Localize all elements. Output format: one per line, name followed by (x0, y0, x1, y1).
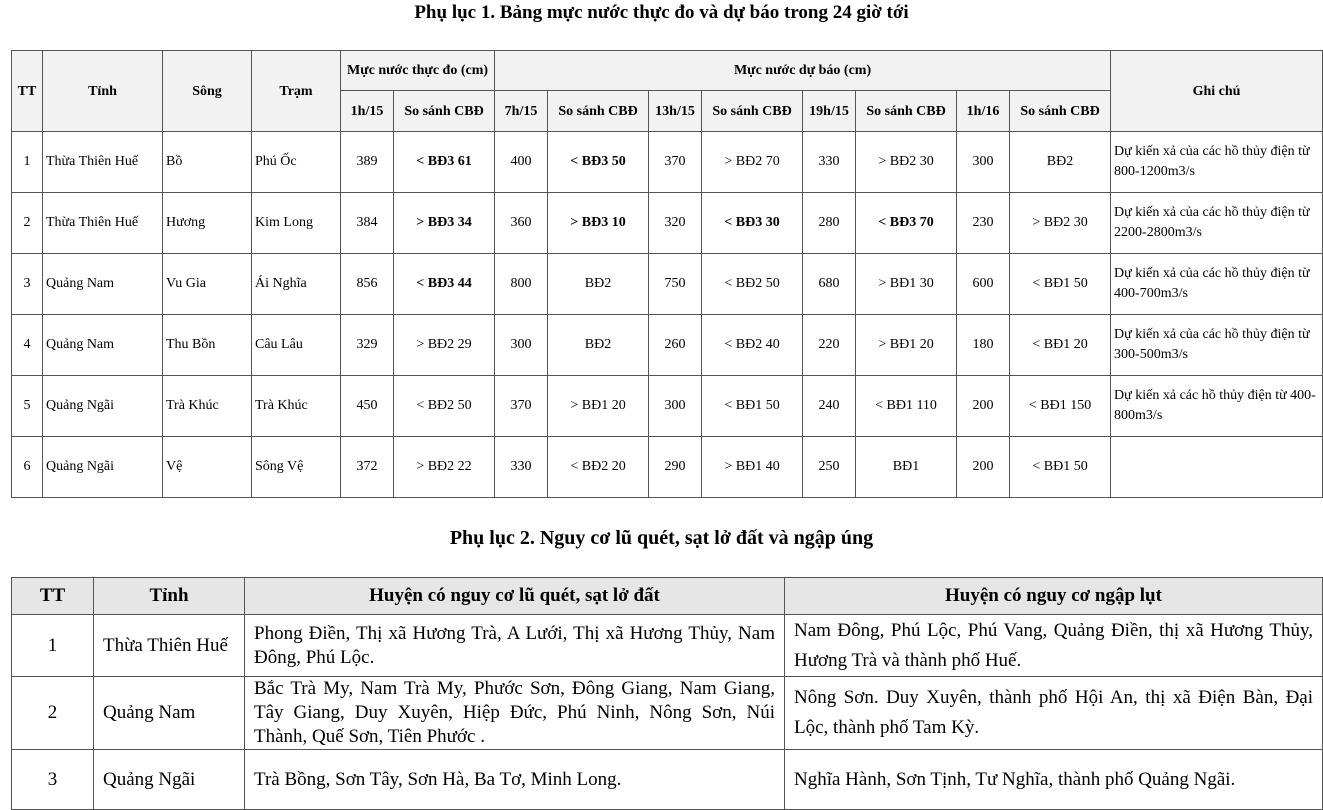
row-forecast-3: 680 (803, 254, 856, 315)
row-station: Sông Vệ (252, 437, 341, 498)
table-row (12, 376, 1323, 437)
row-compare-4: < BĐ1 150 (1010, 376, 1111, 437)
row-province: Thừa Thiên Huế (43, 132, 163, 193)
row-forecast-2: 300 (649, 376, 702, 437)
row-forecast-4: 200 (957, 376, 1010, 437)
row-station: Ái Nghĩa (252, 254, 341, 315)
row-compare-4: < BĐ1 50 (1010, 437, 1111, 498)
row-tt: 4 (12, 315, 43, 376)
header-measured-group: Mực nước thực đo (cm) (341, 51, 495, 91)
row-forecast-1: 370 (495, 376, 548, 437)
row-measured-compare: > BĐ3 34 (394, 193, 495, 254)
row-compare-1: < BĐ2 20 (548, 437, 649, 498)
row-forecast-2: 320 (649, 193, 702, 254)
header-compare: So sánh CBĐ (548, 91, 649, 132)
row-note (1111, 437, 1323, 498)
row-forecast-3: 250 (803, 437, 856, 498)
row-flood-districts: Nam Đông, Phú Lộc, Phú Vang, Quảng Điền, thị xã Hương Thủy, Hương Trà và thành phố Huế. (785, 615, 1323, 677)
row-compare-1: > BĐ1 20 (548, 376, 649, 437)
header-time-7h15: 7h/15 (495, 91, 548, 132)
row-compare-4: < BĐ1 50 (1010, 254, 1111, 315)
row-forecast-1: 400 (495, 132, 548, 193)
row-province: Thừa Thiên Huế (94, 615, 245, 677)
table-row (12, 315, 1323, 376)
table-row (12, 677, 1323, 750)
row-province: Quảng Nam (94, 677, 245, 750)
row-compare-4: > BĐ2 30 (1010, 193, 1111, 254)
row-river: Bồ (163, 132, 252, 193)
header-forecast-group: Mực nước dự báo (cm) (495, 51, 1111, 91)
row-compare-3: > BĐ2 30 (856, 132, 957, 193)
row-province: Quảng Ngãi (94, 750, 245, 810)
row-compare-2: < BĐ2 40 (702, 315, 803, 376)
row-forecast-2: 260 (649, 315, 702, 376)
header-time-19h15: 19h/15 (803, 91, 856, 132)
row-compare-3: < BĐ3 70 (856, 193, 957, 254)
table-row (12, 193, 1323, 254)
row-river: Thu Bồn (163, 315, 252, 376)
row-compare-3: < BĐ1 110 (856, 376, 957, 437)
row-compare-1: < BĐ3 50 (548, 132, 649, 193)
row-tt: 3 (12, 750, 94, 810)
row-forecast-2: 290 (649, 437, 702, 498)
row-compare-1: > BĐ3 10 (548, 193, 649, 254)
table-row (12, 615, 1323, 677)
header-time-13h15: 13h/15 (649, 91, 702, 132)
appendix1-title: Phụ lục 1. Bảng mực nước thực đo và dự báo trong 24 giờ tới (414, 2, 909, 23)
table-row (12, 437, 1323, 498)
row-compare-2: > BĐ1 40 (702, 437, 803, 498)
row-station: Câu Lâu (252, 315, 341, 376)
row-forecast-3: 280 (803, 193, 856, 254)
row-forecast-4: 180 (957, 315, 1010, 376)
table-row (12, 132, 1323, 193)
table-row (12, 254, 1323, 315)
row-measured: 384 (341, 193, 394, 254)
row-flood-districts: Nông Sơn. Duy Xuyên, thành phố Hội An, thị xã Điện Bàn, Đại Lộc, thành phố Tam Kỳ. (785, 677, 1323, 750)
row-forecast-4: 300 (957, 132, 1010, 193)
row-station: Phú Ốc (252, 132, 341, 193)
row-compare-3: BĐ1 (856, 437, 957, 498)
header-note: Ghi chú (1111, 51, 1323, 132)
row-forecast-1: 800 (495, 254, 548, 315)
header-tt: TT (12, 51, 43, 132)
row-station: Kim Long (252, 193, 341, 254)
row-river: Trà Khúc (163, 376, 252, 437)
row-forecast-2: 370 (649, 132, 702, 193)
row-landslide-districts: Phong Điền, Thị xã Hương Trà, A Lưới, Thị xã Hương Thủy, Nam Đông, Phú Lộc. (245, 615, 785, 677)
row-measured: 450 (341, 376, 394, 437)
row-measured: 329 (341, 315, 394, 376)
row-forecast-1: 300 (495, 315, 548, 376)
row-forecast-1: 360 (495, 193, 548, 254)
row-station: Trà Khúc (252, 376, 341, 437)
header-compare: So sánh CBĐ (394, 91, 495, 132)
row-landslide-districts: Trà Bồng, Sơn Tây, Sơn Hà, Ba Tơ, Minh Long. (245, 750, 785, 810)
row-compare-1: BĐ2 (548, 315, 649, 376)
row-forecast-4: 230 (957, 193, 1010, 254)
row-measured-compare: < BĐ2 50 (394, 376, 495, 437)
appendix2-title: Phụ lục 2. Nguy cơ lũ quét, sạt lở đất và ngập úng (449, 527, 874, 549)
row-flood-districts: Nghĩa Hành, Sơn Tịnh, Tư Nghĩa, thành phố Quảng Ngãi. (785, 750, 1323, 810)
header-province: Tỉnh (43, 51, 163, 132)
row-tt: 2 (12, 193, 43, 254)
row-measured-compare: > BĐ2 29 (394, 315, 495, 376)
row-river: Vệ (163, 437, 252, 498)
row-note: Dự kiến xả của các hồ thủy điện từ 300-500m3/s (1111, 315, 1323, 376)
row-measured-compare: < BĐ3 44 (394, 254, 495, 315)
row-province: Quảng Ngãi (43, 376, 163, 437)
header-compare: So sánh CBĐ (1010, 91, 1111, 132)
header-river: Sông (163, 51, 252, 132)
row-note: Dự kiến xả của các hồ thủy điện từ 800-1200m3/s (1111, 132, 1323, 193)
header-landslide-districts: Huyện có nguy cơ lũ quét, sạt lở đất (245, 578, 785, 615)
row-forecast-3: 220 (803, 315, 856, 376)
row-river: Hương (163, 193, 252, 254)
header-flood-districts: Huyện có nguy cơ ngập lụt (785, 578, 1323, 615)
row-compare-2: < BĐ2 50 (702, 254, 803, 315)
row-tt: 2 (12, 677, 94, 750)
row-province: Thừa Thiên Huế (43, 193, 163, 254)
row-forecast-3: 240 (803, 376, 856, 437)
row-tt: 1 (12, 615, 94, 677)
row-province: Quảng Ngãi (43, 437, 163, 498)
row-tt: 1 (12, 132, 43, 193)
row-compare-4: BĐ2 (1010, 132, 1111, 193)
header-tt: TT (12, 578, 94, 615)
row-province: Quảng Nam (43, 254, 163, 315)
row-measured: 372 (341, 437, 394, 498)
row-compare-2: < BĐ3 30 (702, 193, 803, 254)
row-compare-4: < BĐ1 20 (1010, 315, 1111, 376)
row-tt: 3 (12, 254, 43, 315)
row-compare-3: > BĐ1 30 (856, 254, 957, 315)
row-forecast-1: 330 (495, 437, 548, 498)
row-tt: 5 (12, 376, 43, 437)
row-measured: 389 (341, 132, 394, 193)
header-time-1h15: 1h/15 (341, 91, 394, 132)
header-time-1h16: 1h/16 (957, 91, 1010, 132)
header-compare: So sánh CBĐ (856, 91, 957, 132)
row-forecast-4: 200 (957, 437, 1010, 498)
row-note: Dự kiến xả của các hồ thủy điện từ 400-700m3/s (1111, 254, 1323, 315)
row-measured-compare: > BĐ2 22 (394, 437, 495, 498)
risk-table (11, 577, 1323, 810)
header-compare: So sánh CBĐ (702, 91, 803, 132)
row-compare-2: > BĐ2 70 (702, 132, 803, 193)
row-forecast-4: 600 (957, 254, 1010, 315)
header-station: Trạm (252, 51, 341, 132)
row-compare-2: < BĐ1 50 (702, 376, 803, 437)
water-level-table (11, 50, 1323, 498)
row-measured: 856 (341, 254, 394, 315)
row-note: Dự kiến xả của các hồ thủy điện từ 2200-2800m3/s (1111, 193, 1323, 254)
row-province: Quảng Nam (43, 315, 163, 376)
row-river: Vu Gia (163, 254, 252, 315)
row-landslide-districts: Bắc Trà My, Nam Trà My, Phước Sơn, Đông Giang, Nam Giang, Tây Giang, Duy Xuyên, Hiệp Đức, Phú Ninh, Nông Sơn, Núi Thành, Quế Sơn, Tiên Phước . (245, 677, 785, 750)
row-note: Dự kiến xả các hồ thủy điện từ 400-800m3/s (1111, 376, 1323, 437)
header-province: Tỉnh (94, 578, 245, 615)
row-compare-1: BĐ2 (548, 254, 649, 315)
row-compare-3: > BĐ1 20 (856, 315, 957, 376)
row-tt: 6 (12, 437, 43, 498)
row-forecast-3: 330 (803, 132, 856, 193)
row-forecast-2: 750 (649, 254, 702, 315)
row-measured-compare: < BĐ3 61 (394, 132, 495, 193)
table-row (12, 750, 1323, 810)
